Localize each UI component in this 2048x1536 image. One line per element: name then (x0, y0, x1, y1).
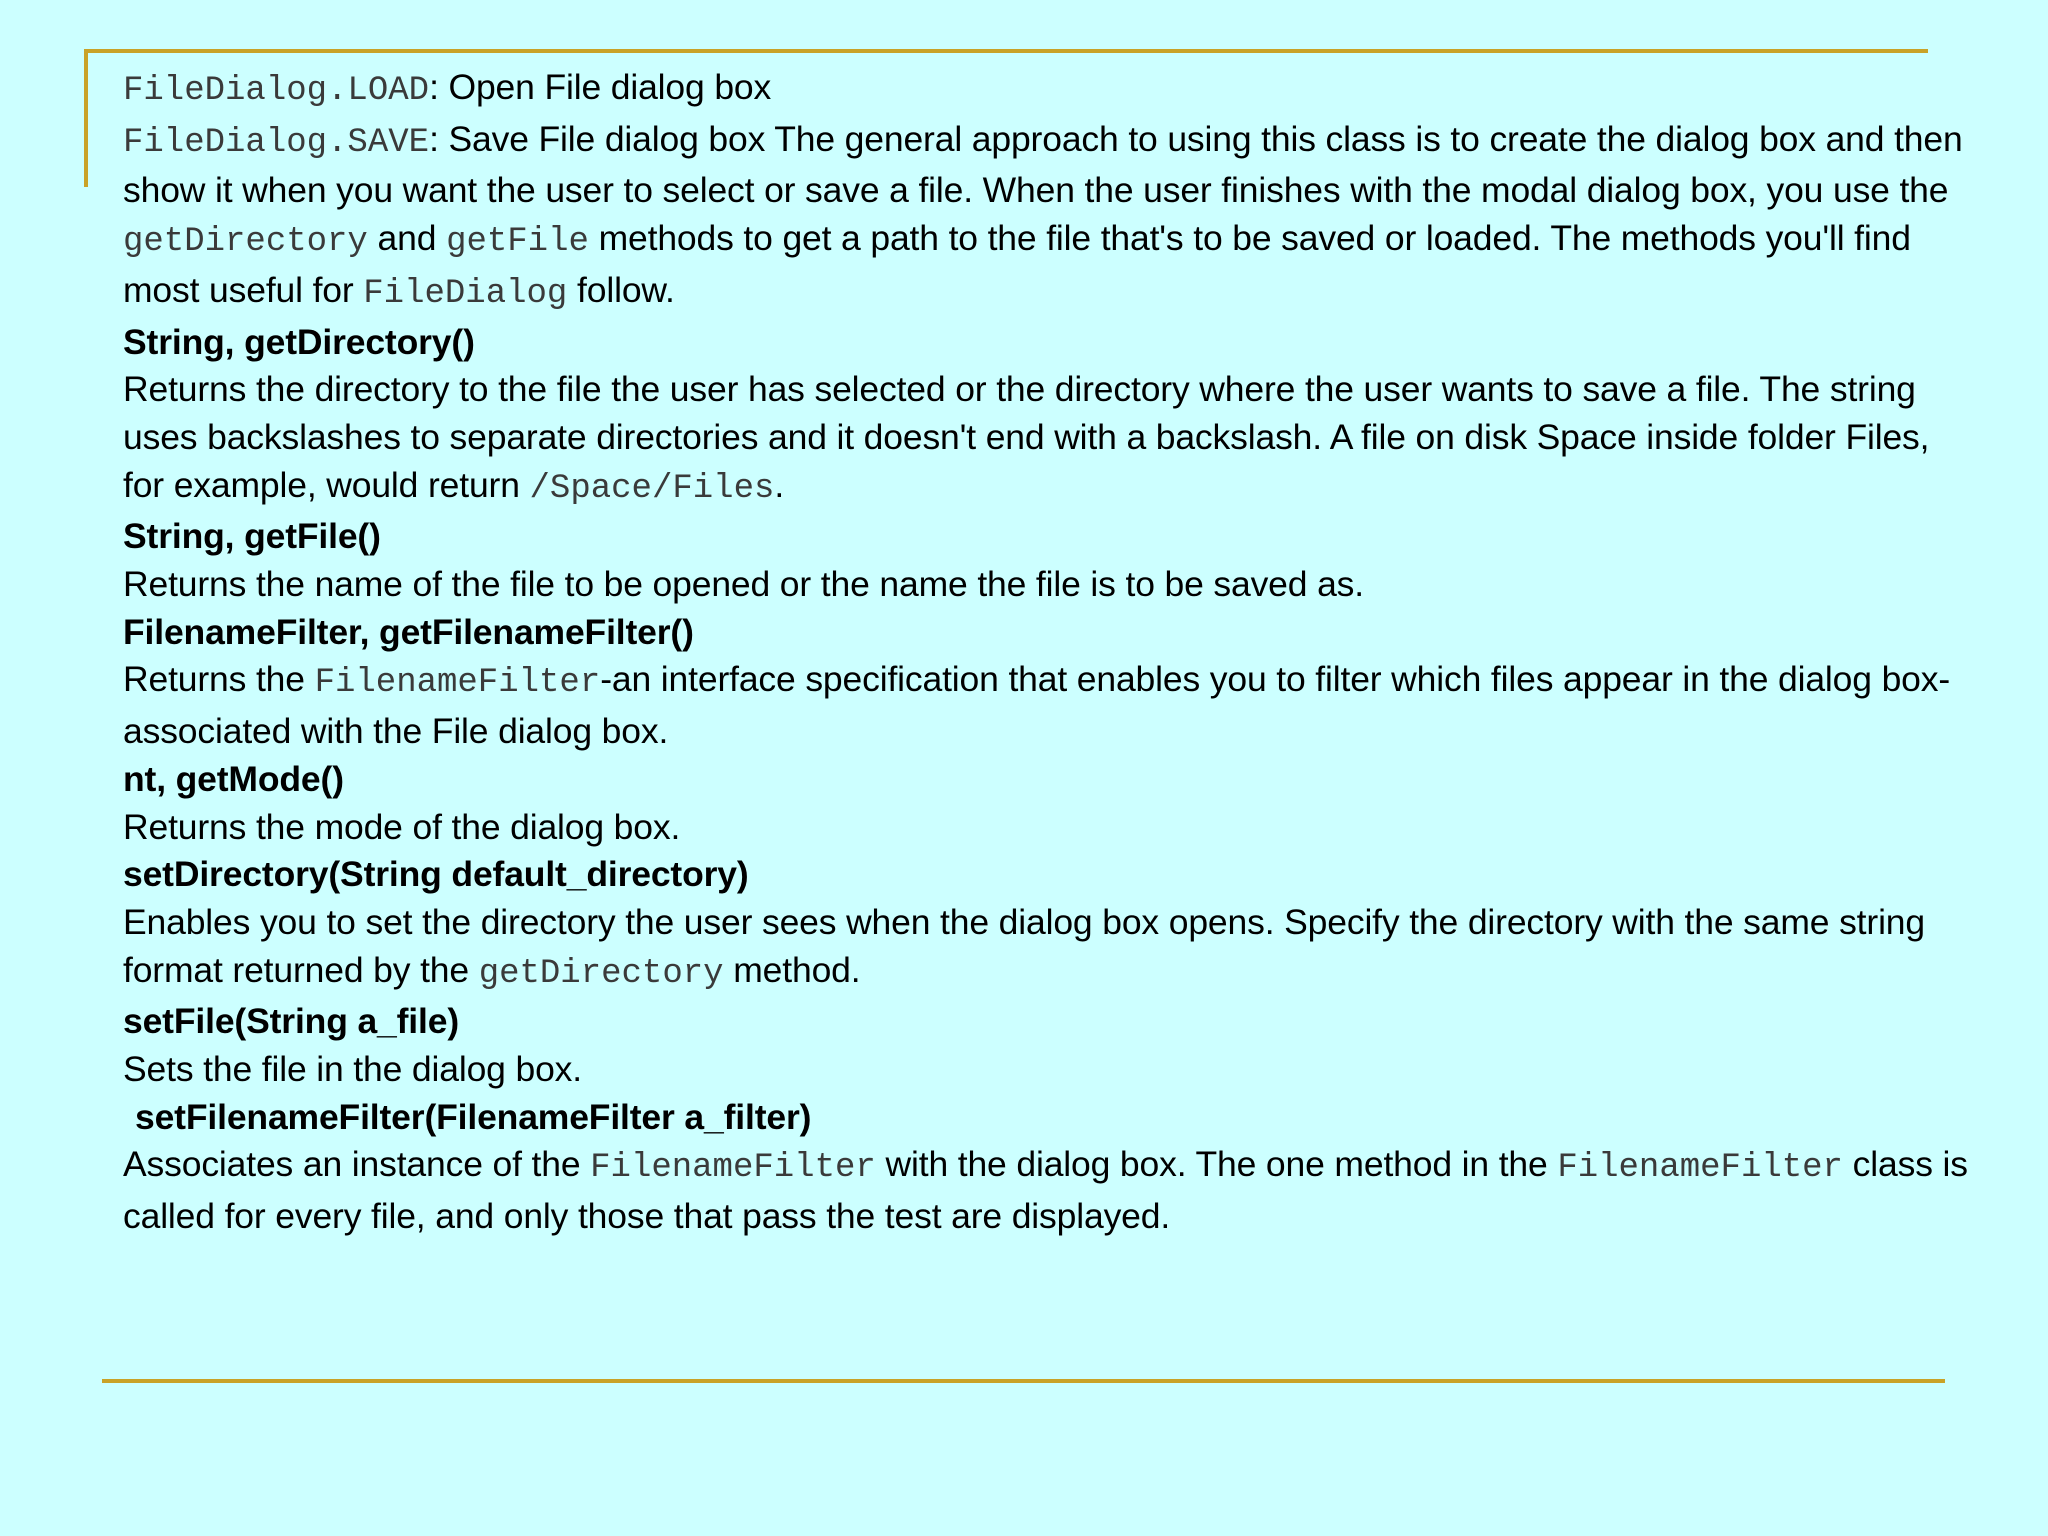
method-desc-setdirectory (123, 899, 1969, 998)
desc-text: Returns the directory to the file the user has selected or the directory where the user wants to save a file. The string uses backslashes to separate directories and it doesn't end with a backslash. A file on disk Space inside folder Files, for example, would return (123, 369, 1930, 505)
inline-code: /Space/Files (529, 469, 775, 508)
method-heading-getmode: nt, getMode() (123, 758, 344, 799)
method-desc-setfile: Sets the file in the dialog box. (123, 1049, 582, 1090)
method-heading-setdirectory: setDirectory(String default_directory) (123, 854, 749, 895)
desc-text: Returns the (123, 659, 315, 700)
method-heading-setfilenamefilter: setFilenameFilter(FilenameFilter a_filter) (135, 1096, 812, 1137)
frame-top-rule (84, 49, 1928, 53)
method-desc-getfile: Returns the name of the file to be opened or the name the file is to be saved as. (123, 564, 1364, 605)
intro-text: and (367, 218, 447, 259)
inline-code: getDirectory (123, 223, 368, 262)
desc-text: -an interface specification that enables you to filter which files appear in the dialog box-associated with the File dialog box. (123, 659, 1951, 752)
intro-load-line (123, 64, 1969, 116)
desc-text: with the dialog box. The one method in the (875, 1144, 1558, 1185)
inline-code: getDirectory (478, 954, 724, 993)
intro-text: : Save File dialog box The general approach to using this class is to create the dialog box and then show it when you want the user to select or save a file. When the user finishes with the modal dialog box, you use the (123, 118, 1963, 211)
frame-left-rule (84, 49, 88, 187)
method-desc-getfilenamefilter (123, 656, 1969, 755)
desc-text: Associates an instance of the (123, 1144, 591, 1185)
method-heading-getdirectory: String, getDirectory() (123, 321, 475, 362)
intro-text: methods to get a path to the file that's to be saved or loaded. The methods you'll find most useful for (123, 218, 1911, 310)
desc-text: . (774, 464, 785, 505)
inline-code: FilenameFilter (590, 1149, 876, 1188)
inline-code: FileDialog (363, 274, 568, 313)
desc-text: Enables you to set the directory the user sees when the dialog box opens. Specify the directory with the same string format returned by the (123, 901, 1925, 990)
inline-code: FileDialog.SAVE (123, 123, 430, 162)
method-desc-setfilenamefilter (123, 1141, 1969, 1240)
method-desc-getdirectory (123, 366, 1969, 513)
method-heading-setfile: setFile(String a_file) (123, 1001, 459, 1042)
method-desc-getmode: Returns the mode of the dialog box. (123, 806, 681, 847)
inline-code: getFile (446, 223, 589, 262)
method-heading-getfile: String, getFile() (123, 516, 381, 557)
slide-body (123, 64, 1969, 1241)
inline-code: FileDialog.LOAD (123, 72, 430, 110)
desc-text: class is called for every file, and only those that pass the test are displayed. (123, 1144, 1968, 1237)
inline-code: FilenameFilter (1557, 1149, 1843, 1188)
method-heading-getfilenamefilter: FilenameFilter, getFilenameFilter() (123, 611, 694, 652)
intro-save-paragraph (123, 116, 1969, 319)
desc-text: method. (723, 949, 861, 990)
intro-text: follow. (567, 269, 675, 310)
intro-text: : Open File dialog box (429, 67, 772, 107)
frame-bottom-rule (102, 1379, 1945, 1383)
inline-code: FilenameFilter (314, 664, 601, 703)
